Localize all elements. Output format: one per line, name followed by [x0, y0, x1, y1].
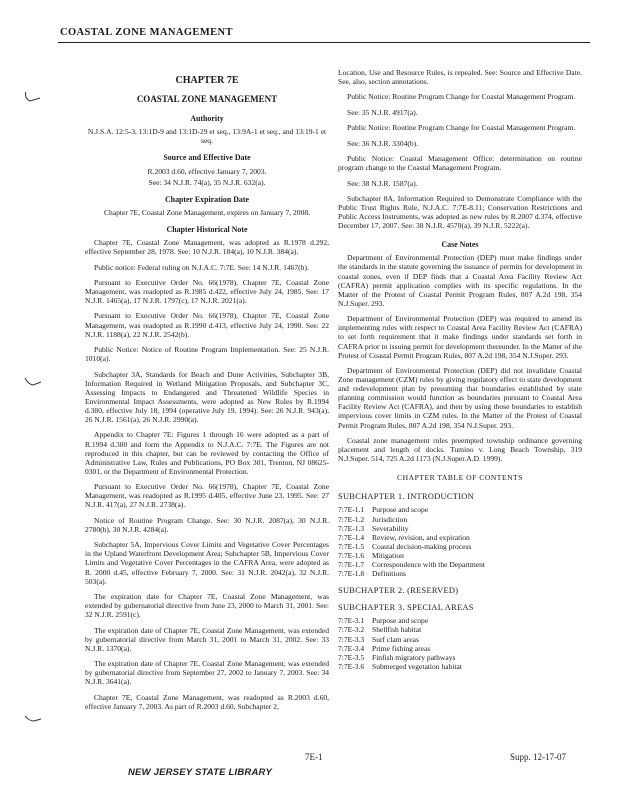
- toc-entry[interactable]: [338, 505, 582, 514]
- section-number: 7:7E-1.4: [338, 532, 365, 542]
- history-paragraph: Public Notice: Routine Program Change for Coastal Management Program.: [347, 123, 576, 133]
- case-note: Department of Environmental Protection (DEP) must make findings under the standards in the statute governing the issuance of permits for development in coastal zones, even if DEP finds that a Coastal Area Facility Review Act (CAFRA) permit application complies with its specific regulations. In the Matter of the Protest of Coastal Permit Program Rules, 807 A.2d 198, 354 N.J.Super. 293.: [338, 253, 582, 308]
- history-paragraph: The expiration date for Chapter 7E, Coastal Zone Management, was extended by gubernatorial directive from June 23, 2000 to March 31, 2001. See: 32 N.J.R. 2591(c).: [85, 592, 329, 620]
- history-paragraph: Pursuant to Executive Order No. 66(1978), Chapter 7E, Coastal Zone Management, was readopted as R.1990 d.413, effective July 24, 1990. See: 22 N.J.R. 1188(a), 22 N.J.R. 2542(b).: [85, 311, 329, 339]
- binder-hole-mark-top: [22, 90, 44, 104]
- toc-heading: CHAPTER TABLE OF CONTENTS: [397, 473, 523, 483]
- toc-entry[interactable]: [338, 644, 582, 653]
- toc-entry[interactable]: [338, 569, 582, 578]
- right-column: [338, 68, 582, 679]
- authority-text: N.J.S.A. 12:5-3, 13:1D-9 and 13:1D-29 et seq., 13:9A-1 et seq., and 13:19-1 et seq.: [87, 127, 327, 146]
- header-rule: [58, 42, 590, 43]
- history-paragraph: Public Notice: Routine Program Change for Coastal Management Program.: [347, 92, 576, 102]
- source-heading: Source and Effective Date: [163, 153, 251, 163]
- toc-entry[interactable]: [338, 616, 582, 625]
- case-note: Coastal zone management rules preempted township ordinance governing placement and length of docks. Tumino v. Long Beach Township, 319 N.J.Super. 514, 725 A.2d 1173 (N.J.Super.A.D. 1999).: [338, 435, 582, 464]
- section-number: 7:7E-1.2: [338, 514, 365, 524]
- library-stamp: NEW JERSEY STATE LIBRARY: [128, 767, 272, 778]
- source-line-2: See: 34 N.J.R. 74(a), 35 N.J.R. 632(a).: [148, 177, 266, 187]
- history-paragraph: Subchapter 8A, Information Required to Demonstrate Compliance with the Public Trust Rights Rule, N.J.A.C. 7:7E-8.11; Conservation Restrictions and Public Access Instruments, was adopted as new rules by R.2007 d.374, effective December 17, 2007. See: 38 N.J.R. 4570(a), 39 N.J.R. 5222(a).: [338, 193, 582, 231]
- section-number: 7:7E-3.6: [338, 661, 365, 671]
- binder-hole-mark-middle: [22, 375, 44, 389]
- history-paragraph: Public notice: Federal ruling on N.J.A.C. 7:7E. See: 14 N.J.R. 1467(b).: [94, 262, 309, 272]
- toc-entry[interactable]: [338, 551, 582, 560]
- page-number: 7E-1: [305, 752, 323, 762]
- section-number: 7:7E-3.2: [338, 625, 365, 635]
- section-number: 7:7E-3.4: [338, 643, 365, 653]
- section-title: Jurisdiction: [372, 514, 408, 524]
- section-title: Review, revision, and expiration: [372, 532, 470, 542]
- history-paragraph: The expiration date of Chapter 7E, Coastal Zone Management, was extended by gubernatorial directive from March 31, 2001 to March 31, 2002. See: 33 N.J.R. 1370(a).: [85, 625, 329, 653]
- subchapter-3-heading: SUBCHAPTER 3. SPECIAL AREAS: [338, 603, 474, 613]
- chapter-number: CHAPTER 7E: [175, 75, 239, 86]
- subchapter-2-heading: SUBCHAPTER 2. (RESERVED): [338, 586, 459, 596]
- case-notes-heading: Case Notes: [441, 240, 479, 250]
- section-title: Coastal decision-making process: [372, 541, 472, 551]
- expiration-text: Chapter 7E, Coastal Zone Management, expires on January 7, 2008.: [103, 207, 311, 217]
- running-header: COASTAL ZONE MANAGEMENT: [60, 27, 233, 38]
- section-title: Surf clam areas: [372, 634, 419, 644]
- toc-entry[interactable]: [338, 533, 582, 542]
- section-title: Shellfish habitat: [372, 625, 422, 635]
- toc-entry[interactable]: [338, 542, 582, 551]
- section-title: Purpose and scope: [372, 616, 429, 626]
- section-title: Prime fishing areas: [372, 643, 431, 653]
- subchapter-1-list: [338, 505, 582, 578]
- section-number: 7:7E-1.7: [338, 560, 365, 569]
- section-number: 7:7E-3.5: [338, 652, 365, 662]
- case-note: Department of Environmental Protection (DEP) was required to amend its implementing rules with respect to Coastal Area Facility Review Act (CAFRA) to set forth requirement that it make findings under standards set forth in CAFRA prior to issuing permit for development thereunder. In the Matter of the Protest of Coastal Permit Program Rules, 807 A.2d 198, 354 N.J.Super. 293.: [338, 314, 582, 360]
- section-number: 7:7E-1.6: [338, 550, 365, 560]
- section-title: Definitions: [372, 569, 406, 579]
- toc-entry[interactable]: [338, 524, 582, 533]
- authority-heading: Authority: [190, 114, 224, 124]
- toc-entry[interactable]: [338, 625, 582, 634]
- history-paragraph: See: 38 N.J.R. 1587(a).: [347, 178, 418, 188]
- history-paragraph: Chapter 7E, Coastal Zone Management, was adopted as R.1978 d.292, effective September 28, 1978. See: 10 N.J.R. 184(a), 10 N.J.R. 384(a).: [85, 238, 329, 257]
- toc-entry[interactable]: [338, 662, 582, 671]
- history-paragraph: The expiration date of Chapter 7E, Coastal Zone Management, was extended by gubernatorial directive from September 27, 2002 to January 7, 2003. See: 34 N.J.R. 3641(a).: [85, 659, 329, 687]
- history-paragraph: Appendix to Chapter 7E: Figures 1 through 16 were adopted as a part of R.1994 d.380 and form the Appendix to N.J.A.C. 7:7E. The Figures are not reproduced in this chapter, but can be reviewed by contacting the Office of Administrative Law, Rules and Publications, PO Box 301, Trenton, NJ 08625-0301, or the Department of Environmental Protection.: [85, 430, 329, 476]
- supplement-date: Supp. 12-17-07: [510, 752, 566, 762]
- section-title: Mitigation: [372, 550, 404, 560]
- history-paragraph: Subchapter 5A, Impervious Cover Limits and Vegetative Cover Percentages in the Upland Waterfront Development Area; Subchapter 5B, Impervious Cover Limits and Vegetative Cover Percentages in the CAFRA Area, were adopted as R. 2000 d.45, effective February 7, 2000. See: 31 N.J.R. 2042(a), 32 N.J.R. 503(a).: [85, 540, 329, 586]
- history-heading: Chapter Historical Note: [166, 224, 248, 234]
- section-number: 7:7E-1.1: [338, 505, 365, 515]
- expiration-heading: Chapter Expiration Date: [164, 194, 250, 204]
- section-title: Correspondence with the Department: [372, 560, 485, 569]
- history-paragraph: Chapter 7E, Coastal Zone Management, was readopted as R.2003 d.60, effective January 7, 2003. As part of R.2003 d.60, Subchapter 2,: [85, 692, 329, 711]
- case-note: Department of Environmental Protection (DEP) did not invalidate Coastal Zone management (CZM) rules by giving regulatory effect to state development and redevelopment plan by presuming that boundaries established by state planning commission would function as boundaries pursuant to Coastal Area Facility Review Act (CAFRA), and then by using those boundaries to establish impervious cover limits in CZM rules. In the Matter of the Protest of Coastal Permit Program Rules, 807 A.2d 198, 354 N.J.Super. 293.: [338, 366, 582, 430]
- toc-entry[interactable]: [338, 635, 582, 644]
- section-number: 7:7E-3.3: [338, 634, 365, 644]
- history-paragraph: See: 36 N.J.R. 3304(b).: [347, 138, 419, 148]
- section-title: Severability: [372, 523, 409, 533]
- left-column: [85, 68, 329, 717]
- section-title: Finfish migratory pathways: [372, 652, 456, 662]
- section-number: 7:7E-1.3: [338, 523, 365, 533]
- history-paragraph: Public Notice: Coastal Management Office: determination on routine program change to the Coastal Management Program.: [338, 154, 582, 173]
- subchapter-3-list: [338, 616, 582, 671]
- section-number: 7:7E-1.8: [338, 569, 365, 579]
- toc-entry[interactable]: [338, 515, 582, 524]
- section-number: 7:7E-1.5: [338, 541, 365, 551]
- history-paragraph: See: 35 N.J.R. 4917(a).: [347, 107, 418, 117]
- history-paragraph: Pursuant to Executive Order No. 66(1978), Chapter 7E, Coastal Zone Management, was readopted as R.1995 d.405, effective June 23, 1995. See: 27 N.J.R. 417(a), 27 N.J.R. 2738(a).: [85, 482, 329, 510]
- subchapter-1-heading: SUBCHAPTER 1. INTRODUCTION: [338, 492, 474, 502]
- section-number: 7:7E-3.1: [338, 616, 365, 626]
- history-continuation: Location, Use and Resource Rules, is repealed. See: Source and Effective Date. See, also, section annotations.: [338, 68, 582, 87]
- binder-hole-mark-bottom: [22, 712, 44, 726]
- section-title: Purpose and scope: [372, 505, 429, 515]
- toc-entry[interactable]: [338, 560, 582, 569]
- toc-entry[interactable]: [338, 653, 582, 662]
- history-paragraph: Subchapter 3A, Standards for Beach and Dune Activities, Subchapter 3B, Information Required in Wetland Mitigation Proposals, and Subchapter 3C, Assessing Impacts to Endangered and Threatened Wildlife Species in Environmental Impact Assessments, were adopted as New Rules by R.1994 d.380, effective July 18, 1994 (operative July 19, 1994). See: 26 N.J.R. 943(a), 26 N.J.R. 1561(a), 26 N.J.R. 2990(a).: [85, 369, 329, 425]
- history-paragraph: Public Notice: Notice of Routine Program Implementation. See: 25 N.J.R. 1010(a).: [85, 345, 329, 364]
- source-line-1: R.2003 d.60, effective January 7, 2003.: [147, 166, 267, 176]
- history-paragraph: Pursuant to Executive Order No. 66(1978), Chapter 7E, Coastal Zone Management, was readopted as R.1985 d.422, effective July 24, 1985. See: 17 N.J.R. 1465(a), 17 N.J.R. 1797(c), 17 N.J.R. 2021(a).: [85, 277, 329, 306]
- history-paragraph: Notice of Routine Program Change. See: 30 N.J.R. 2087(a), 30 N.J.R. 2780(b), 30 N.J.R. 4284(a).: [85, 515, 329, 534]
- chapter-title: COASTAL ZONE MANAGEMENT: [136, 94, 278, 105]
- section-title: Submerged vegetation habitat: [372, 661, 462, 671]
